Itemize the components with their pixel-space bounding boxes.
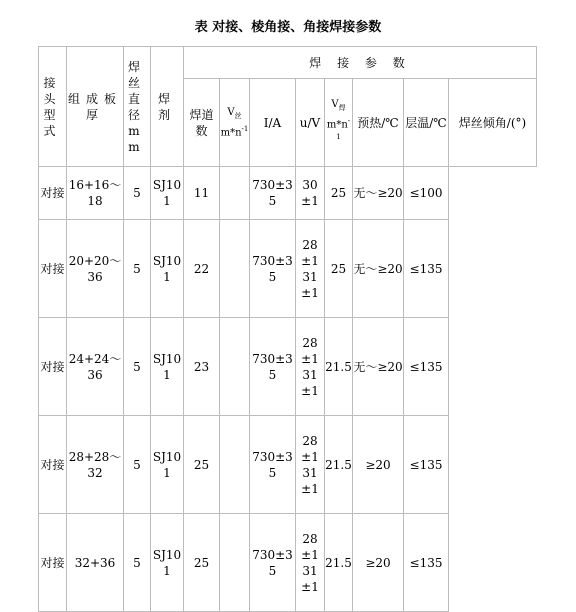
header-combo-thickness: 组成板厚 — [67, 47, 124, 167]
cell-preheat: ≥20 — [353, 416, 404, 514]
cell-thickness: 24+24～36 — [67, 318, 124, 416]
cell-preheat: 无～≥20 — [353, 220, 404, 318]
cell-flux: SJ101 — [151, 220, 184, 318]
cell-joint: 对接 — [39, 318, 67, 416]
cell-passes: 25 — [184, 416, 220, 514]
cell-v-weld: 21.5 — [325, 318, 353, 416]
cell-diameter: 5 — [124, 514, 151, 612]
cell-voltage: 28±1 31±1 — [296, 416, 325, 514]
cell-voltage: 28±1 31±1 — [296, 220, 325, 318]
cell-diameter: 5 — [124, 220, 151, 318]
cell-interlayer: ≤135 — [404, 514, 449, 612]
header-preheat: 预热/℃ — [353, 79, 404, 167]
cell-joint: 对接 — [39, 514, 67, 612]
cell-flux: SJ101 — [151, 167, 184, 220]
cell-current: 730±35 — [250, 514, 296, 612]
cell-v-wire — [220, 167, 250, 220]
cell-passes: 11 — [184, 167, 220, 220]
cell-voltage: 30±1 — [296, 167, 325, 220]
cell-thickness: 16+16～18 — [67, 167, 124, 220]
cell-preheat: ≥20 — [353, 514, 404, 612]
cell-thickness: 28+28～32 — [67, 416, 124, 514]
cell-voltage: 28±1 31±1 — [296, 514, 325, 612]
cell-passes: 23 — [184, 318, 220, 416]
cell-thickness: 20+20～36 — [67, 220, 124, 318]
cell-current: 730±35 — [250, 220, 296, 318]
cell-v-weld: 21.5 — [325, 416, 353, 514]
cell-joint: 对接 — [39, 416, 67, 514]
header-v-weld: $V_焊$ $m*n^{-1}$ — [325, 79, 353, 167]
welding-params-table — [38, 46, 537, 612]
header-passes: 焊道数 — [184, 79, 220, 167]
cell-v-weld: 21.5 — [325, 514, 353, 612]
cell-passes: 22 — [184, 220, 220, 318]
cell-interlayer: ≤100 — [404, 167, 449, 220]
cell-flux: SJ101 — [151, 514, 184, 612]
cell-interlayer: ≤135 — [404, 416, 449, 514]
cell-diameter: 5 — [124, 416, 151, 514]
cell-interlayer: ≤135 — [404, 220, 449, 318]
cell-flux: SJ101 — [151, 416, 184, 514]
cell-v-wire — [220, 416, 250, 514]
header-flux: 焊剂 — [151, 47, 184, 167]
cell-diameter: 5 — [124, 318, 151, 416]
header-welding-params: 焊 接 参 数 — [184, 47, 537, 79]
cell-v-wire — [220, 220, 250, 318]
cell-joint: 对接 — [39, 167, 67, 220]
cell-v-wire — [220, 514, 250, 612]
cell-joint: 对接 — [39, 220, 67, 318]
cell-preheat: 无～≥20 — [353, 167, 404, 220]
table-title: 表 对接、棱角接、角接焊接参数 — [194, 20, 382, 35]
cell-preheat: 无～≥20 — [353, 318, 404, 416]
cell-voltage: 28±1 31±1 — [296, 318, 325, 416]
cell-v-wire — [220, 318, 250, 416]
cell-current: 730±35 — [250, 167, 296, 220]
header-v-wire: $V_丝$ $m*n^{-1}$ — [220, 79, 250, 167]
cell-current: 730±35 — [250, 416, 296, 514]
cell-flux: SJ101 — [151, 318, 184, 416]
cell-passes: 25 — [184, 514, 220, 612]
header-wire-angle: 焊丝倾角/(°) — [449, 79, 537, 167]
header-joint-type: 接头型式 — [39, 47, 67, 167]
cell-thickness: 32+36 — [67, 514, 124, 612]
header-wire-diameter: 焊丝直径mm — [124, 47, 151, 167]
header-current: I/A — [250, 79, 296, 167]
cell-v-weld: 25 — [325, 167, 353, 220]
cell-diameter: 5 — [124, 167, 151, 220]
cell-current: 730±35 — [250, 318, 296, 416]
header-voltage: u/V — [296, 79, 325, 167]
cell-wire-angle — [449, 167, 537, 612]
cell-v-weld: 25 — [325, 220, 353, 318]
header-interlayer: 层温/℃ — [404, 79, 449, 167]
cell-interlayer: ≤135 — [404, 318, 449, 416]
